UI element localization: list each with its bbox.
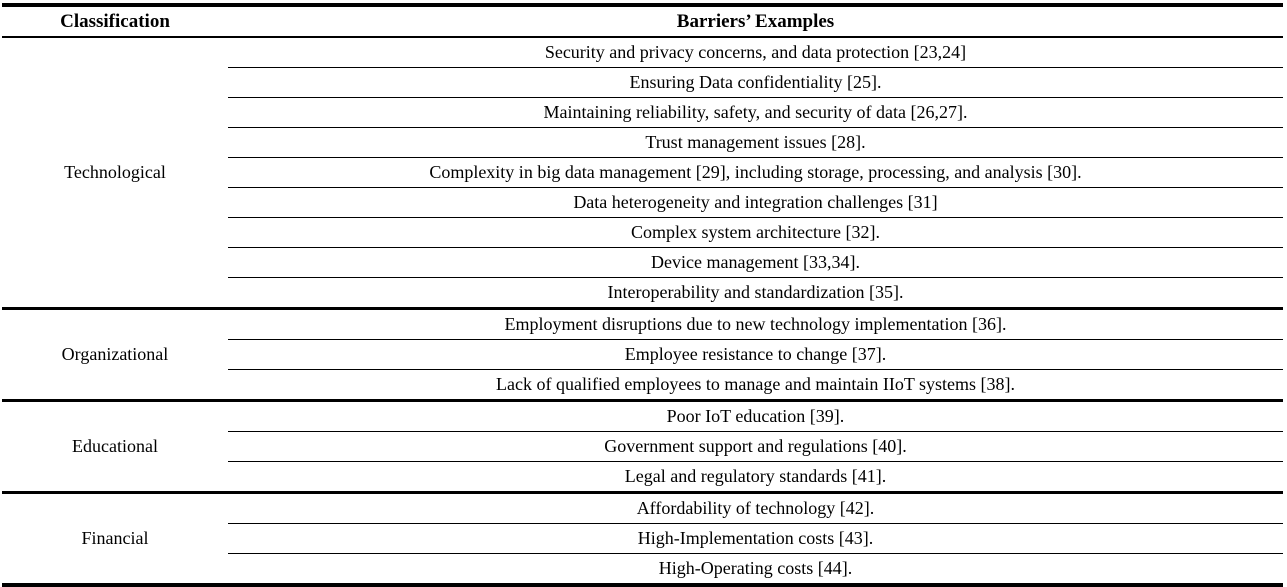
example-cell: Employment disruptions due to new technology implementation [36]. xyxy=(228,309,1283,340)
table-row xyxy=(2,309,1283,340)
example-cell: Trust management issues [28]. xyxy=(228,128,1283,158)
table-header xyxy=(2,5,1283,37)
table-row xyxy=(2,401,1283,432)
example-cell: Employee resistance to change [37]. xyxy=(228,340,1283,370)
barriers-table xyxy=(2,3,1283,587)
example-cell: Maintaining reliability, safety, and security of data [26,27]. xyxy=(228,98,1283,128)
col-header-classification: Classification xyxy=(2,5,228,37)
example-cell: Complexity in big data management [29], including storage, processing, and analysis [30]. xyxy=(228,158,1283,188)
col-header-barriers-examples: Barriers’ Examples xyxy=(228,5,1283,37)
classification-cell: Educational xyxy=(2,401,228,493)
example-cell: Lack of qualified employees to manage and maintain IIoT systems [38]. xyxy=(228,370,1283,401)
example-cell: High-Implementation costs [43]. xyxy=(228,524,1283,554)
example-cell: Ensuring Data confidentiality [25]. xyxy=(228,68,1283,98)
table-body xyxy=(2,37,1283,585)
page xyxy=(0,3,1287,576)
classification-cell: Technological xyxy=(2,37,228,309)
example-cell: Device management [33,34]. xyxy=(228,248,1283,278)
header-row xyxy=(2,5,1283,37)
classification-cell: Organizational xyxy=(2,309,228,401)
example-cell: Government support and regulations [40]. xyxy=(228,432,1283,462)
example-cell: High-Operating costs [44]. xyxy=(228,554,1283,586)
classification-cell: Financial xyxy=(2,493,228,586)
example-cell: Legal and regulatory standards [41]. xyxy=(228,462,1283,493)
example-cell: Interoperability and standardization [35]. xyxy=(228,278,1283,309)
example-cell: Affordability of technology [42]. xyxy=(228,493,1283,524)
example-cell: Poor IoT education [39]. xyxy=(228,401,1283,432)
table-row xyxy=(2,493,1283,524)
table-row xyxy=(2,37,1283,68)
example-cell: Complex system architecture [32]. xyxy=(228,218,1283,248)
example-cell: Security and privacy concerns, and data protection [23,24] xyxy=(228,37,1283,68)
example-cell: Data heterogeneity and integration challenges [31] xyxy=(228,188,1283,218)
